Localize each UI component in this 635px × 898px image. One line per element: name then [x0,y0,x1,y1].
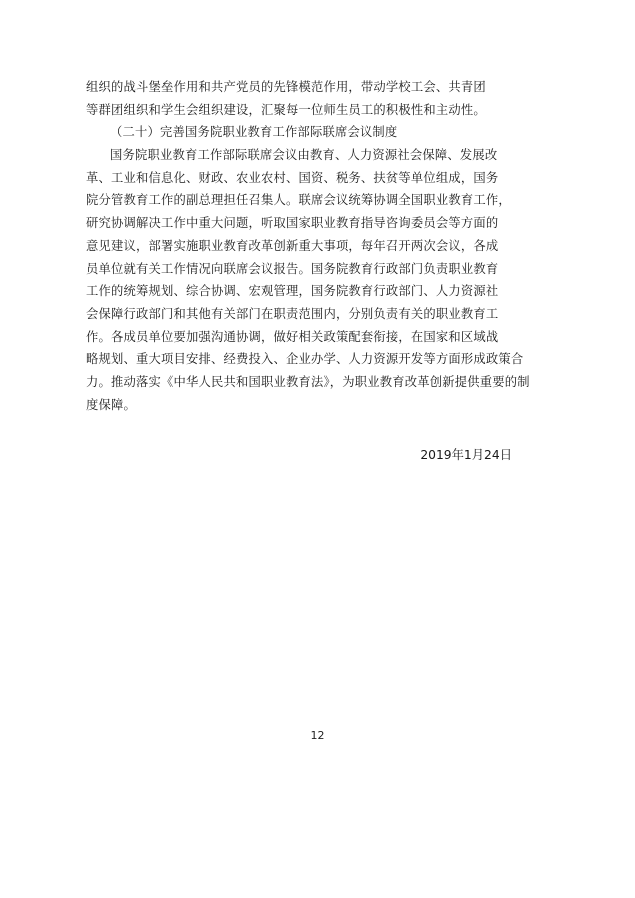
paragraph-line: 组织的战斗堡垒作用和共产党员的先锋模范作用，带动学校工会、共青团 [86,80,486,94]
paragraph-line: 会保障行政部门和其他有关部门在职责范围内，分别负责有关的职业教育工 [86,306,499,321]
paragraph-line: 革、工业和信息化、财政、农业农村、国资、税务、扶贫等单位组成，国务 [86,170,499,185]
document-date: 2019年1月24日 [420,448,512,462]
section-heading: （二十）完善国务院职业教育工作部际联席会议制度 [110,125,398,140]
paragraph-line: 工作的统筹规划、综合协调、宏观管理，国务院教育行政部门、人力资源社 [86,284,499,299]
paragraph-line: 员单位就有关工作情况向联席会议报告。国务院教育行政部门负责职业教育 [86,261,499,276]
paragraph-line: 意见建议，部署实施职业教育改革创新重大事项，每年召开两次会议，各成 [86,238,499,253]
body-text [86,76,530,416]
paragraph-line: 国务院职业教育工作部际联席会议由教育、人力资源社会保障、发展改 [110,148,498,163]
paragraph-line: 等群团组织和学生会组织建设，汇聚每一位师生员工的积极性和主动性。 [86,102,486,117]
paragraph-line: 度保障。 [86,397,136,412]
paragraph-line: 作。各成员单位要加强沟通协调，做好相关政策配套衔接，在国家和区域战 [86,329,499,344]
page-number: 12 [310,729,325,742]
paragraph-line: 力。推动落实《中华人民共和国职业教育法》，为职业教育改革创新提供重要的制 [86,374,530,389]
paragraph-line: 研究协调解决工作中重大问题，听取国家职业教育指导咨询委员会等方面的 [86,216,499,231]
paragraph-line: 略规划、重大项目安排、经费投入、企业办学、人力资源开发等方面形成政策合 [86,352,524,367]
paragraph-line: 院分管教育工作的副总理担任召集人。联席会议统筹协调全国职业教育工作， [86,193,511,208]
